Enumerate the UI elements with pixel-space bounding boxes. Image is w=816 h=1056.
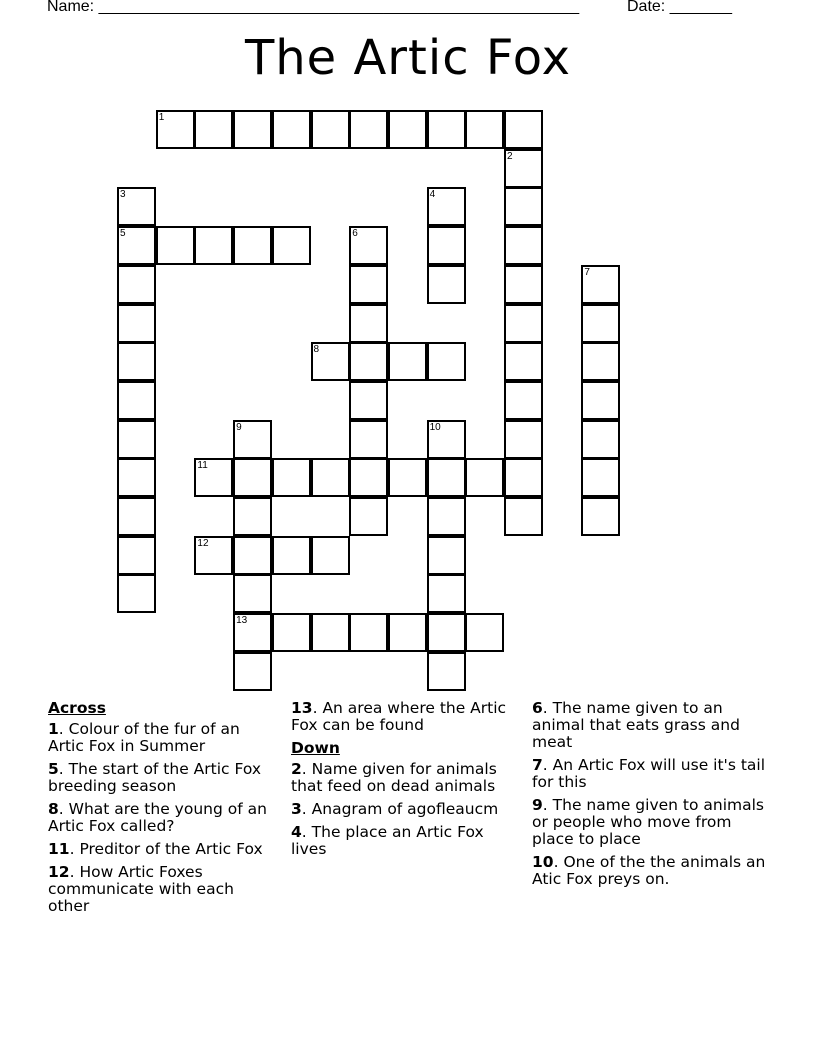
grid-cell[interactable] — [504, 420, 543, 459]
grid-cell[interactable] — [117, 342, 156, 381]
grid-cell[interactable] — [349, 420, 388, 459]
grid-cell[interactable] — [349, 265, 388, 304]
grid-cell[interactable] — [117, 265, 156, 304]
name-field[interactable]: Name: ______________________________________________________ — [47, 0, 580, 15]
grid-cell[interactable] — [233, 226, 272, 265]
grid-cell[interactable] — [349, 381, 388, 420]
clue-across-13: 13. An area where the Artic Fox can be found — [291, 699, 507, 734]
grid-cell[interactable] — [504, 458, 543, 497]
page-title: The Artic Fox — [244, 30, 572, 86]
grid-cell[interactable] — [581, 304, 620, 343]
grid-cell[interactable] — [427, 342, 466, 381]
clue-number-1: 1 — [158, 112, 165, 123]
clue-down-2: 2. Name given for animals that feed on dead animals — [291, 760, 497, 795]
clue-number-10: 10 — [429, 421, 441, 433]
grid-cell[interactable] — [427, 652, 466, 691]
grid-cell[interactable] — [504, 187, 543, 226]
grid-cell[interactable] — [581, 381, 620, 420]
grid-cell[interactable] — [311, 458, 350, 497]
grid-cell[interactable] — [311, 613, 350, 652]
grid-cell[interactable] — [388, 110, 427, 149]
grid-cell[interactable] — [465, 458, 504, 497]
clue-number-13: 13 — [236, 615, 248, 627]
grid-cell[interactable] — [233, 652, 272, 691]
grid-cell[interactable] — [117, 536, 156, 575]
grid-cell[interactable] — [581, 458, 620, 497]
grid-cell[interactable] — [388, 342, 427, 381]
clue-across-1: 1. Colour of the fur of an Artic Fox in Summer — [48, 720, 240, 755]
clues-column-3 — [532, 700, 767, 894]
across-heading: Across — [48, 699, 106, 717]
grid-cell[interactable] — [388, 458, 427, 497]
grid-cell[interactable] — [427, 613, 466, 652]
grid-cell[interactable] — [581, 420, 620, 459]
grid-cell[interactable] — [117, 304, 156, 343]
grid-cell[interactable] — [194, 226, 233, 265]
grid-cell[interactable] — [427, 226, 466, 265]
grid-cell[interactable] — [349, 110, 388, 149]
grid-cell[interactable] — [504, 304, 543, 343]
clue-across-11: 11. Preditor of the Artic Fox — [48, 840, 263, 858]
grid-cell[interactable] — [117, 574, 156, 613]
grid-cell[interactable] — [427, 110, 466, 149]
clues-column-2 — [291, 700, 511, 864]
grid-cell[interactable] — [233, 110, 272, 149]
grid-cell[interactable] — [272, 110, 311, 149]
clue-down-4: 4. The place an Artic Fox lives — [291, 823, 484, 858]
grid-cell[interactable] — [233, 497, 272, 536]
clue-number-8: 8 — [313, 344, 320, 356]
clue-number-12: 12 — [197, 537, 209, 549]
grid-cell[interactable] — [504, 226, 543, 265]
clue-number-9: 9 — [236, 421, 242, 433]
grid-cell[interactable] — [388, 613, 427, 652]
grid-cell[interactable] — [427, 536, 466, 575]
grid-cell[interactable] — [581, 342, 620, 381]
clue-down-3: 3. Anagram of agofleaucm — [291, 800, 499, 818]
clue-number-5: 5 — [120, 228, 126, 240]
clue-down-10: 10. One of the the animals an Atic Fox preys on. — [532, 853, 766, 888]
grid-cell[interactable] — [504, 265, 543, 304]
clue-down-6: 6. The name given to an animal that eats grass and meat — [532, 699, 740, 751]
grid-cell[interactable] — [504, 110, 543, 149]
grid-cell[interactable] — [233, 574, 272, 613]
grid-cell[interactable] — [233, 536, 272, 575]
grid-cell[interactable] — [504, 381, 543, 420]
grid-cell[interactable] — [117, 420, 156, 459]
grid-cell[interactable] — [117, 497, 156, 536]
grid-cell[interactable] — [233, 458, 272, 497]
grid-cell[interactable] — [349, 613, 388, 652]
grid-cell[interactable] — [427, 497, 466, 536]
clue-number-7: 7 — [584, 266, 590, 278]
clue-number-11: 11 — [197, 460, 208, 472]
grid-cell[interactable] — [349, 497, 388, 536]
grid-cell[interactable] — [272, 226, 311, 265]
grid-cell[interactable] — [427, 265, 466, 304]
grid-cell[interactable] — [311, 110, 350, 149]
date-field[interactable]: Date: _______ — [627, 0, 732, 15]
grid-cell[interactable] — [581, 497, 620, 536]
grid-cell[interactable] — [272, 458, 311, 497]
grid-cell[interactable] — [504, 342, 543, 381]
grid-cell[interactable] — [504, 497, 543, 536]
clue-number-4: 4 — [429, 189, 436, 201]
clue-number-6: 6 — [352, 228, 358, 240]
clue-number-2: 2 — [507, 150, 513, 162]
grid-cell[interactable] — [194, 110, 233, 149]
grid-cell[interactable] — [117, 458, 156, 497]
grid-cell[interactable] — [272, 613, 311, 652]
grid-cell[interactable] — [117, 381, 156, 420]
clue-across-8: 8. What are the young of an Artic Fox called? — [48, 800, 267, 835]
grid-cell[interactable] — [311, 536, 350, 575]
clue-across-12: 12. How Artic Foxes communicate with each other — [48, 863, 234, 915]
grid-cell[interactable] — [465, 613, 504, 652]
grid-cell[interactable] — [156, 226, 195, 265]
grid-cell[interactable] — [349, 458, 388, 497]
grid-cell[interactable] — [427, 458, 466, 497]
grid-cell[interactable] — [427, 574, 466, 613]
grid-cell[interactable] — [465, 110, 504, 149]
grid-cell[interactable] — [349, 342, 388, 381]
down-heading: Down — [291, 739, 340, 757]
clue-down-7: 7. An Artic Fox will use it's tail for this — [532, 756, 766, 791]
clue-down-9: 9. The name given to animals or people who move from place to place — [532, 796, 764, 848]
grid-cell[interactable] — [349, 304, 388, 343]
clue-number-3: 3 — [120, 189, 126, 201]
grid-cell[interactable] — [272, 536, 311, 575]
clue-across-5: 5. The start of the Artic Fox breeding season — [48, 760, 262, 795]
clues-column-1 — [48, 700, 278, 921]
